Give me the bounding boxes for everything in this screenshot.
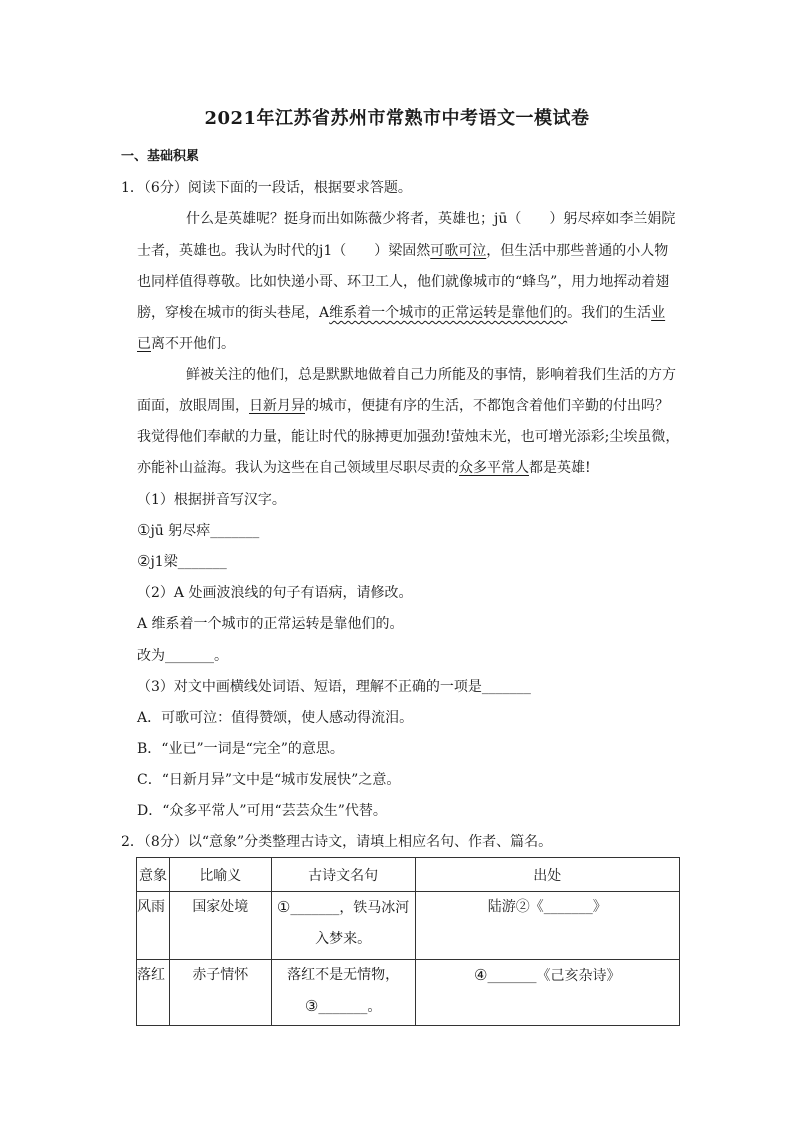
passage-text: ，但生活中那些普通的小人物 <box>486 243 669 259</box>
question-2-heading: 2．（8分）以“意象”分类整理古诗文，请填上相应名句、作者、篇名。 <box>121 834 553 850</box>
wavy-underlined-sentence: 维系着一个城市的正常运转是靠他们的 <box>329 305 568 321</box>
table-row <box>137 960 680 1026</box>
meaning-cell: 国家处境 <box>169 892 271 960</box>
circled-number: ③ <box>304 997 319 1015</box>
source-cell: 陆游②《_______》 <box>415 892 680 960</box>
sub-question-2: （2）A 处画波浪线的句子有语病，请修改。 <box>137 585 413 601</box>
verse-text: 落红不是无情物， <box>287 967 400 983</box>
answer-line <box>137 551 227 571</box>
passage-text: 士者，英雄也。我认为时代的j1（ ）梁固然 <box>137 243 431 259</box>
passage-text: 。我们的生活 <box>567 305 652 321</box>
answer-prompt: j1梁_______ <box>150 554 227 570</box>
table-header-row <box>137 858 680 892</box>
circled-number: ① <box>276 898 291 916</box>
verse-text: 入梦来。 <box>315 931 372 947</box>
verse-cell <box>271 960 415 1026</box>
passage-text: 都是英雄! <box>529 460 591 476</box>
image-cell: 落红 <box>137 960 170 1026</box>
section-heading: 一、基础积累 <box>121 149 200 164</box>
sub-question-1: （1）根据拼音写汉字。 <box>137 492 286 508</box>
image-cell: 风雨 <box>137 892 170 960</box>
answer-prompt: jū 躬尽瘁_______ <box>150 523 260 539</box>
passage-line <box>137 395 669 415</box>
header-cell: 出处 <box>415 858 680 892</box>
passage-text: 的城市，便捷有序的生活，不都饱含着他们辛勤的付出吗？ <box>305 398 669 414</box>
verse-text: _______。 <box>318 999 382 1015</box>
option-a: A．可歌可泣：值得赞颂，使人感动得流泪。 <box>137 710 414 726</box>
quoted-sentence: A 维系着一个城市的正常运转是靠他们的。 <box>137 616 404 632</box>
table-row <box>137 892 680 960</box>
header-cell: 比喻义 <box>169 858 271 892</box>
question-1-heading: 1．（6分）阅读下面的一段话，根据要求答题。 <box>121 180 412 196</box>
circled-number: ④ <box>474 966 488 984</box>
answer-line <box>137 520 259 540</box>
passage-line: 也同样值得尊敬。比如快递小哥、环卫工人，他们就像城市的“蜂鸟”，用力地挥动着翅 <box>137 274 670 290</box>
passage-line <box>137 333 235 353</box>
option-b: B．“业已”一词是“完全”的意思。 <box>137 741 344 757</box>
circled-number: ② <box>137 552 151 570</box>
underlined-phrase: 众多平常人 <box>459 460 529 476</box>
meaning-cell: 赤子情怀 <box>169 960 271 1026</box>
header-cell: 意象 <box>137 858 170 892</box>
header-cell: 古诗文名句 <box>271 858 415 892</box>
passage-text: 面面，放眼周围， <box>137 398 249 414</box>
source-cell <box>415 960 680 1026</box>
answer-prompt: 改为_______。 <box>137 648 228 664</box>
passage-line: 鲜被关注的他们，总是默默地做着自己力所能及的事情，影响着我们生活的方方 <box>186 367 676 383</box>
underlined-phrase: 业 <box>651 305 666 321</box>
source-text: _______《己亥杂诗》 <box>487 968 621 984</box>
passage-line <box>137 302 665 322</box>
poetry-table <box>136 857 680 1026</box>
passage-line: 什么是英雄呢？挺身而出如陈薇少将者，英雄也；jū（ ）躬尽瘁如李兰娟院 <box>186 211 676 227</box>
underlined-phrase: 日新月异 <box>249 398 305 414</box>
passage-line: 我觉得他们奉献的力量，能让时代的脉搏更加强劲!萤烛末光，也可增光添彩;尘埃虽微， <box>137 429 680 445</box>
underlined-phrase: 已 <box>137 336 151 352</box>
sub-question-3: （3）对文中画横线处词语、短语，理解不正确的一项是_______ <box>137 679 531 695</box>
passage-line <box>137 240 668 260</box>
circled-number: ① <box>137 521 151 539</box>
verse-text: _______，铁马冰河 <box>290 900 410 916</box>
underlined-phrase: 可歌可泣 <box>430 243 487 259</box>
passage-line <box>137 457 591 477</box>
verse-cell <box>271 892 415 960</box>
page-title: 2021年江苏省苏州市常熟市中考语文一模试卷 <box>204 108 590 129</box>
passage-text: 膀，穿梭在城市的街头巷尾，A <box>137 305 330 321</box>
passage-text: 亦能补山益海。我认为这些在自己领域里尽职尽责的 <box>137 460 459 476</box>
option-d: D．“众多平常人”可用“芸芸众生”代替。 <box>137 803 387 819</box>
option-c: C．“日新月异”文中是“城市发展快”之意。 <box>137 772 401 788</box>
passage-text: 离不开他们。 <box>151 336 235 352</box>
